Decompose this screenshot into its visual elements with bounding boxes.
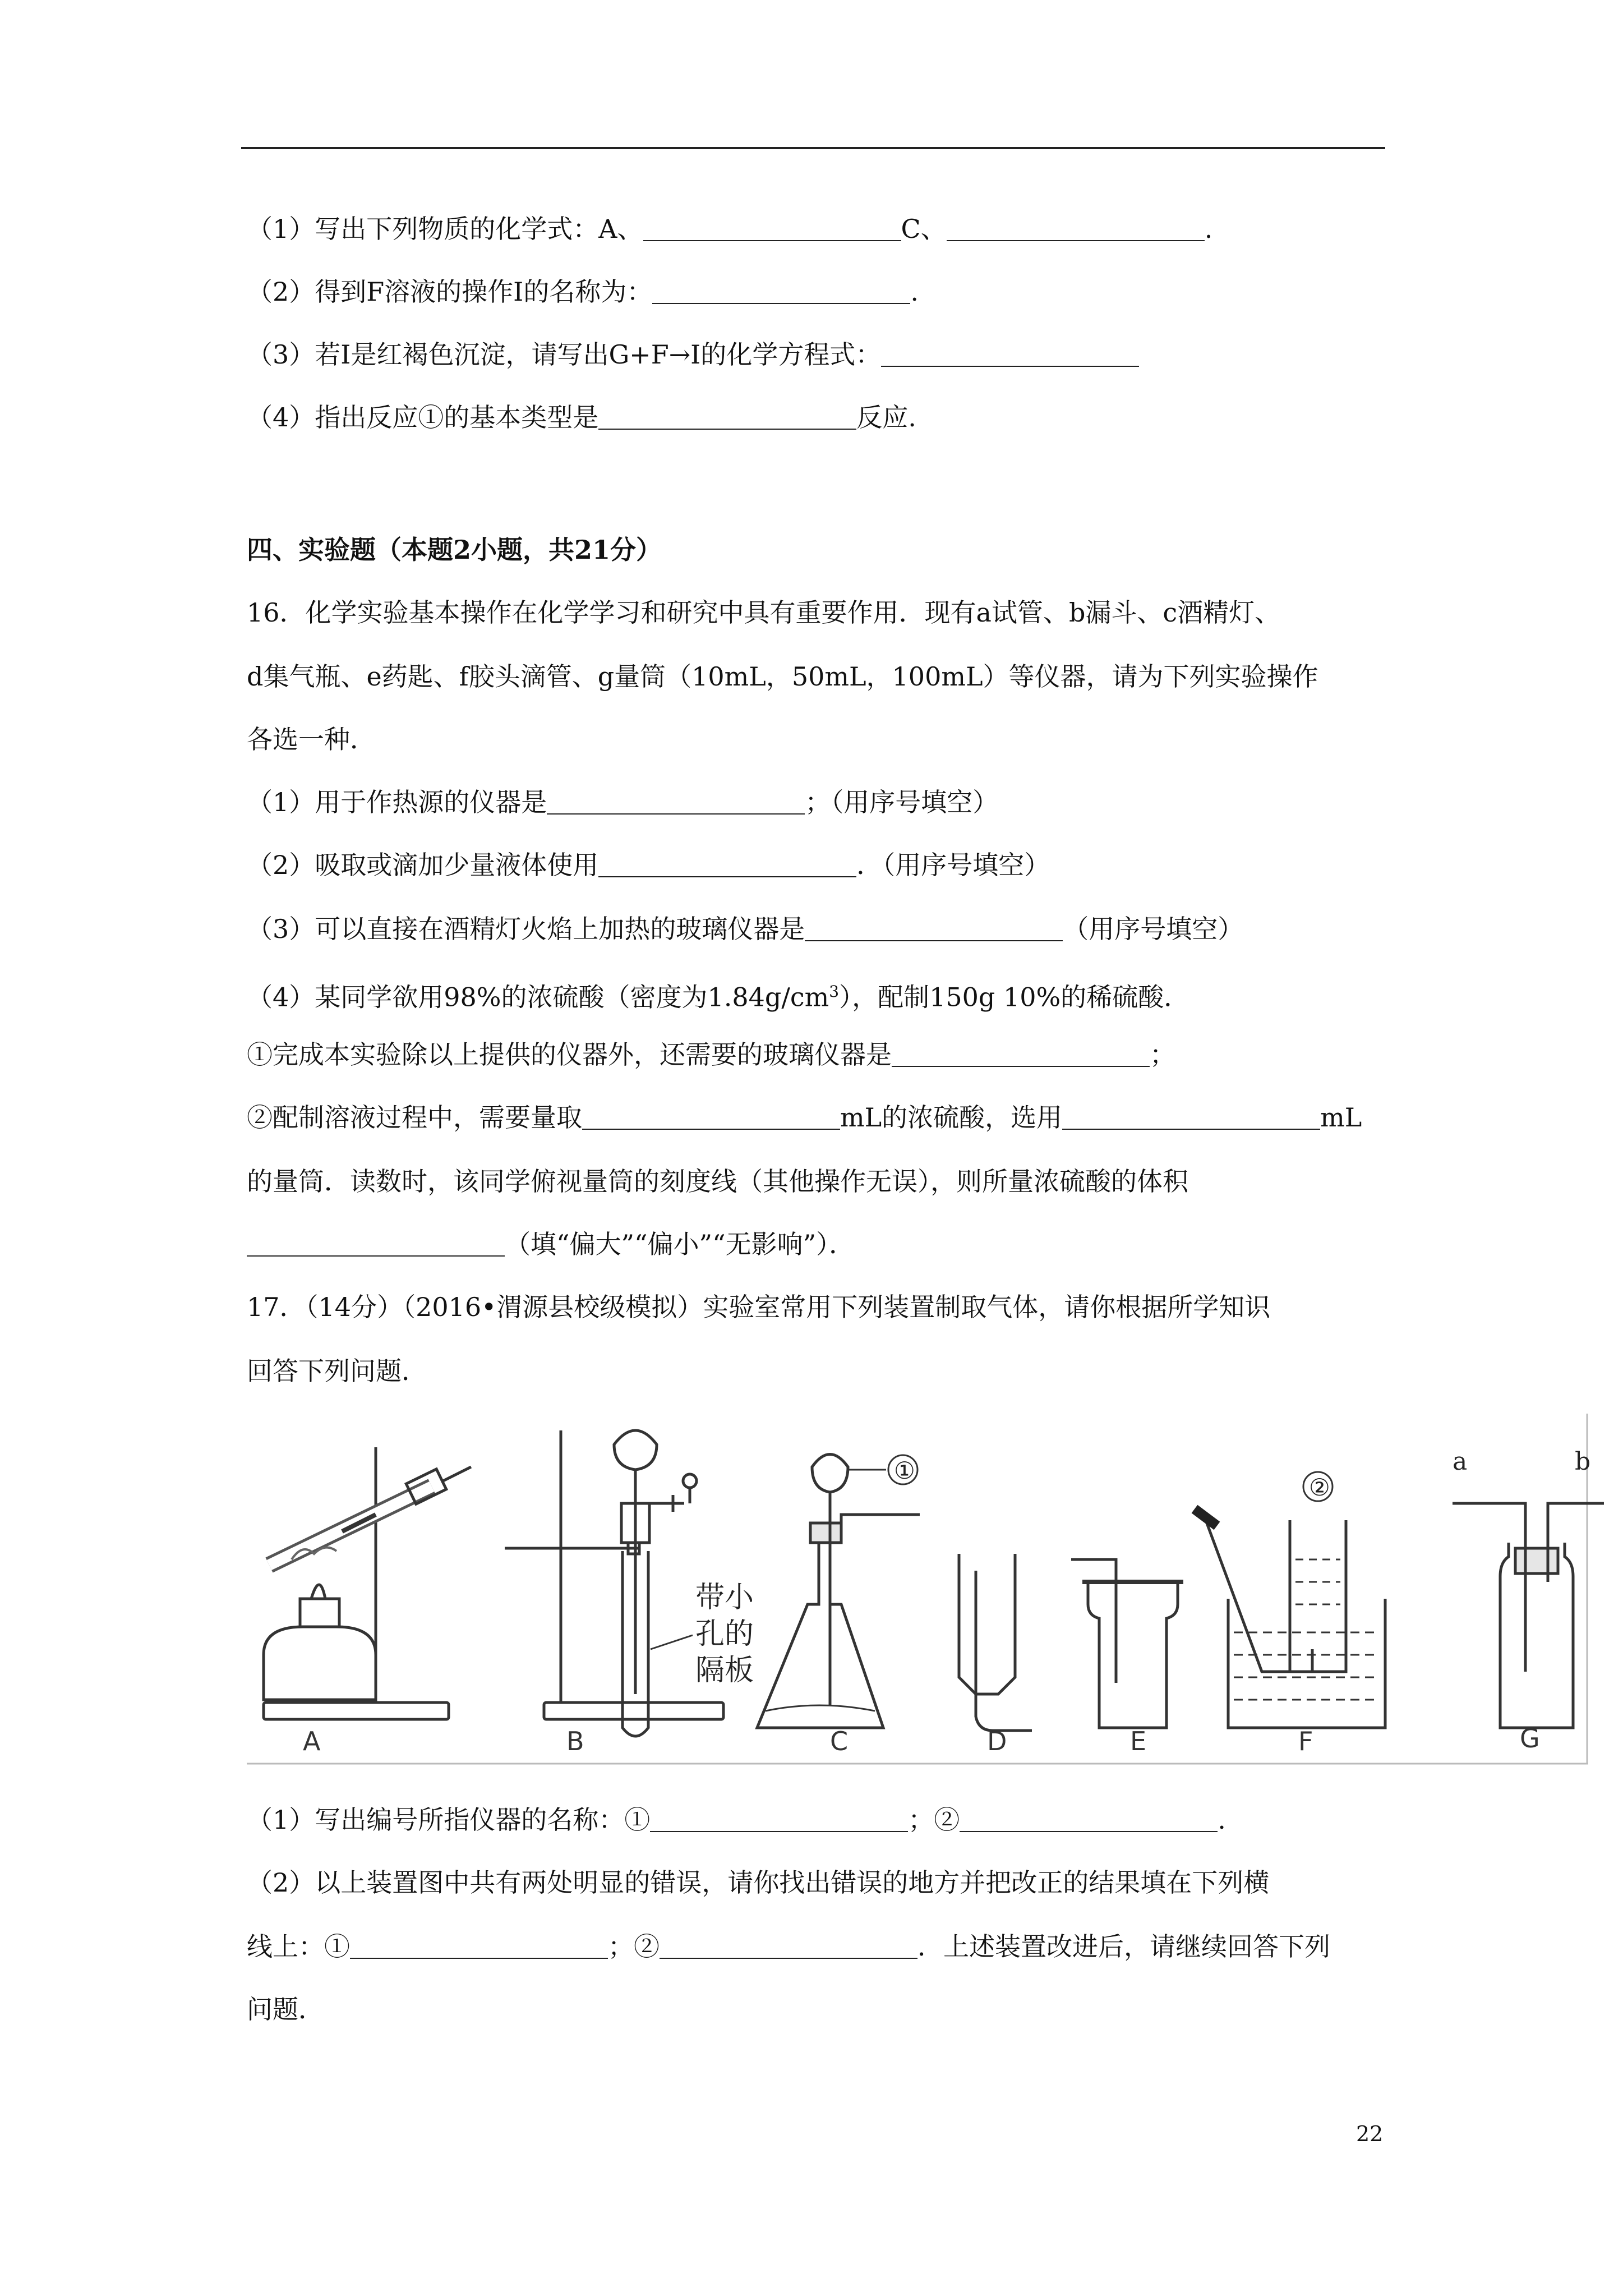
answer-blank[interactable] bbox=[881, 341, 1139, 367]
port-label: b bbox=[1575, 1447, 1591, 1476]
q17-part2-cont: 线上：① ；② ．上述装置改进后，请继续回答下列 bbox=[247, 1931, 1330, 1962]
apparatus-label: G bbox=[1520, 1723, 1540, 1754]
q16-sub1: ①完成本实验除以上提供的仪器外，还需要的玻璃仪器是 ； bbox=[247, 1039, 1175, 1070]
q15-part1: （1）写出下列物质的化学式：A、 C、 . bbox=[247, 214, 1213, 244]
q16-stem: 16．化学实验基本操作在化学学习和研究中具有重要作用．现有a试管、b漏斗、c酒精灯、 bbox=[247, 597, 1281, 628]
apparatus-label: B bbox=[566, 1726, 584, 1756]
q16-sub2: ②配制溶液过程中，需要量取 mL的浓硫酸，选用 mL bbox=[247, 1102, 1362, 1133]
apparatus-label: D bbox=[987, 1726, 1007, 1756]
apparatus-label: F bbox=[1298, 1726, 1313, 1756]
b-note-text: 带小 bbox=[695, 1581, 754, 1614]
answer-blank[interactable] bbox=[350, 1933, 608, 1959]
apparatus-label: A bbox=[303, 1726, 321, 1756]
apparatus-f bbox=[1195, 1472, 1385, 1728]
section-title: 四、实验题（本题2小题，共21分） bbox=[247, 535, 662, 565]
answer-blank[interactable] bbox=[598, 852, 856, 877]
answer-blank[interactable] bbox=[650, 1806, 908, 1832]
answer-blank[interactable] bbox=[598, 404, 856, 430]
q15-part3: （3）若Ⅰ是红褐色沉淀，请写出G+F→Ⅰ的化学方程式： bbox=[247, 338, 1139, 371]
answer-blank[interactable] bbox=[643, 215, 901, 241]
q16-part1: （1）用于作热源的仪器是 ；（用序号填空） bbox=[247, 787, 999, 817]
answer-blank[interactable] bbox=[547, 789, 805, 815]
q16-part2: （2）吸取或滴加少量液体使用 ．（用序号填空） bbox=[247, 850, 1050, 880]
q17-part1: （1）写出编号所指仪器的名称：① ；② . bbox=[247, 1805, 1226, 1835]
q17-stem: 回答下列问题． bbox=[247, 1356, 427, 1386]
q17-part2-end: 问题． bbox=[247, 1994, 324, 2024]
q15-part2: （2）得到F溶液的操作Ⅰ的名称为： . bbox=[247, 277, 919, 307]
answer-blank[interactable] bbox=[947, 215, 1205, 241]
apparatus-a bbox=[264, 1447, 471, 1719]
q17-part2: （2）以上装置图中共有两处明显的错误，请你找出错误的地方并把改正的结果填在下列横 bbox=[247, 1867, 1270, 1898]
apparatus-e bbox=[1071, 1559, 1183, 1728]
apparatus-label: C bbox=[830, 1726, 849, 1756]
answer-blank[interactable] bbox=[582, 1104, 840, 1130]
answer-blank[interactable] bbox=[660, 1933, 917, 1959]
q16-sub2-answer: （填“偏大”“偏小”“无影响”）． bbox=[247, 1227, 855, 1261]
answer-blank[interactable] bbox=[247, 1231, 505, 1257]
port-label: a bbox=[1453, 1447, 1468, 1476]
q15-part4: （4）指出反应①的基本类型是 反应. bbox=[247, 402, 916, 432]
b-note-text: 隔板 bbox=[695, 1654, 754, 1687]
answer-blank[interactable] bbox=[805, 915, 1063, 941]
apparatus-b bbox=[505, 1430, 754, 1736]
apparatus-label: E bbox=[1130, 1726, 1147, 1756]
q17-stem: 17．（14分）（2016•渭源县校级模拟）实验室常用下列装置制取气体，请你根据所学知识 bbox=[247, 1292, 1271, 1322]
answer-blank[interactable] bbox=[960, 1806, 1218, 1832]
q16-stem: d集气瓶、e药匙、f胶头滴管、g量筒（10mL，50mL，100mL）等仪器，请为下列实验操作 bbox=[247, 661, 1318, 692]
apparatus-c bbox=[757, 1455, 920, 1728]
q16-part3: （3）可以直接在酒精灯火焰上加热的玻璃仪器是 （用序号填空） bbox=[247, 914, 1244, 944]
marker-2: ② bbox=[1309, 1474, 1330, 1501]
answer-blank[interactable] bbox=[892, 1041, 1150, 1067]
apparatus-d bbox=[959, 1554, 1032, 1731]
q16-sub2-cont: 的量筒．读数时，该同学俯视量筒的刻度线（其他操作无误），则所量浓硫酸的体积 bbox=[247, 1166, 1188, 1197]
apparatus-figure bbox=[247, 1414, 1591, 1773]
page-number: 22 bbox=[1356, 2122, 1384, 2146]
apparatus-g bbox=[1453, 1447, 1604, 1728]
answer-blank[interactable] bbox=[652, 278, 910, 304]
header-rule bbox=[241, 147, 1385, 149]
b-note-text: 孔的 bbox=[695, 1617, 754, 1651]
marker-1: ① bbox=[894, 1457, 915, 1484]
q16-stem: 各选一种． bbox=[247, 724, 376, 754]
answer-blank[interactable] bbox=[1062, 1104, 1320, 1130]
q16-part4: （4）某同学欲用98%的浓硫酸（密度为$1.84g/cm^3$），配制150g 10%的稀硫酸． bbox=[247, 982, 1190, 1013]
